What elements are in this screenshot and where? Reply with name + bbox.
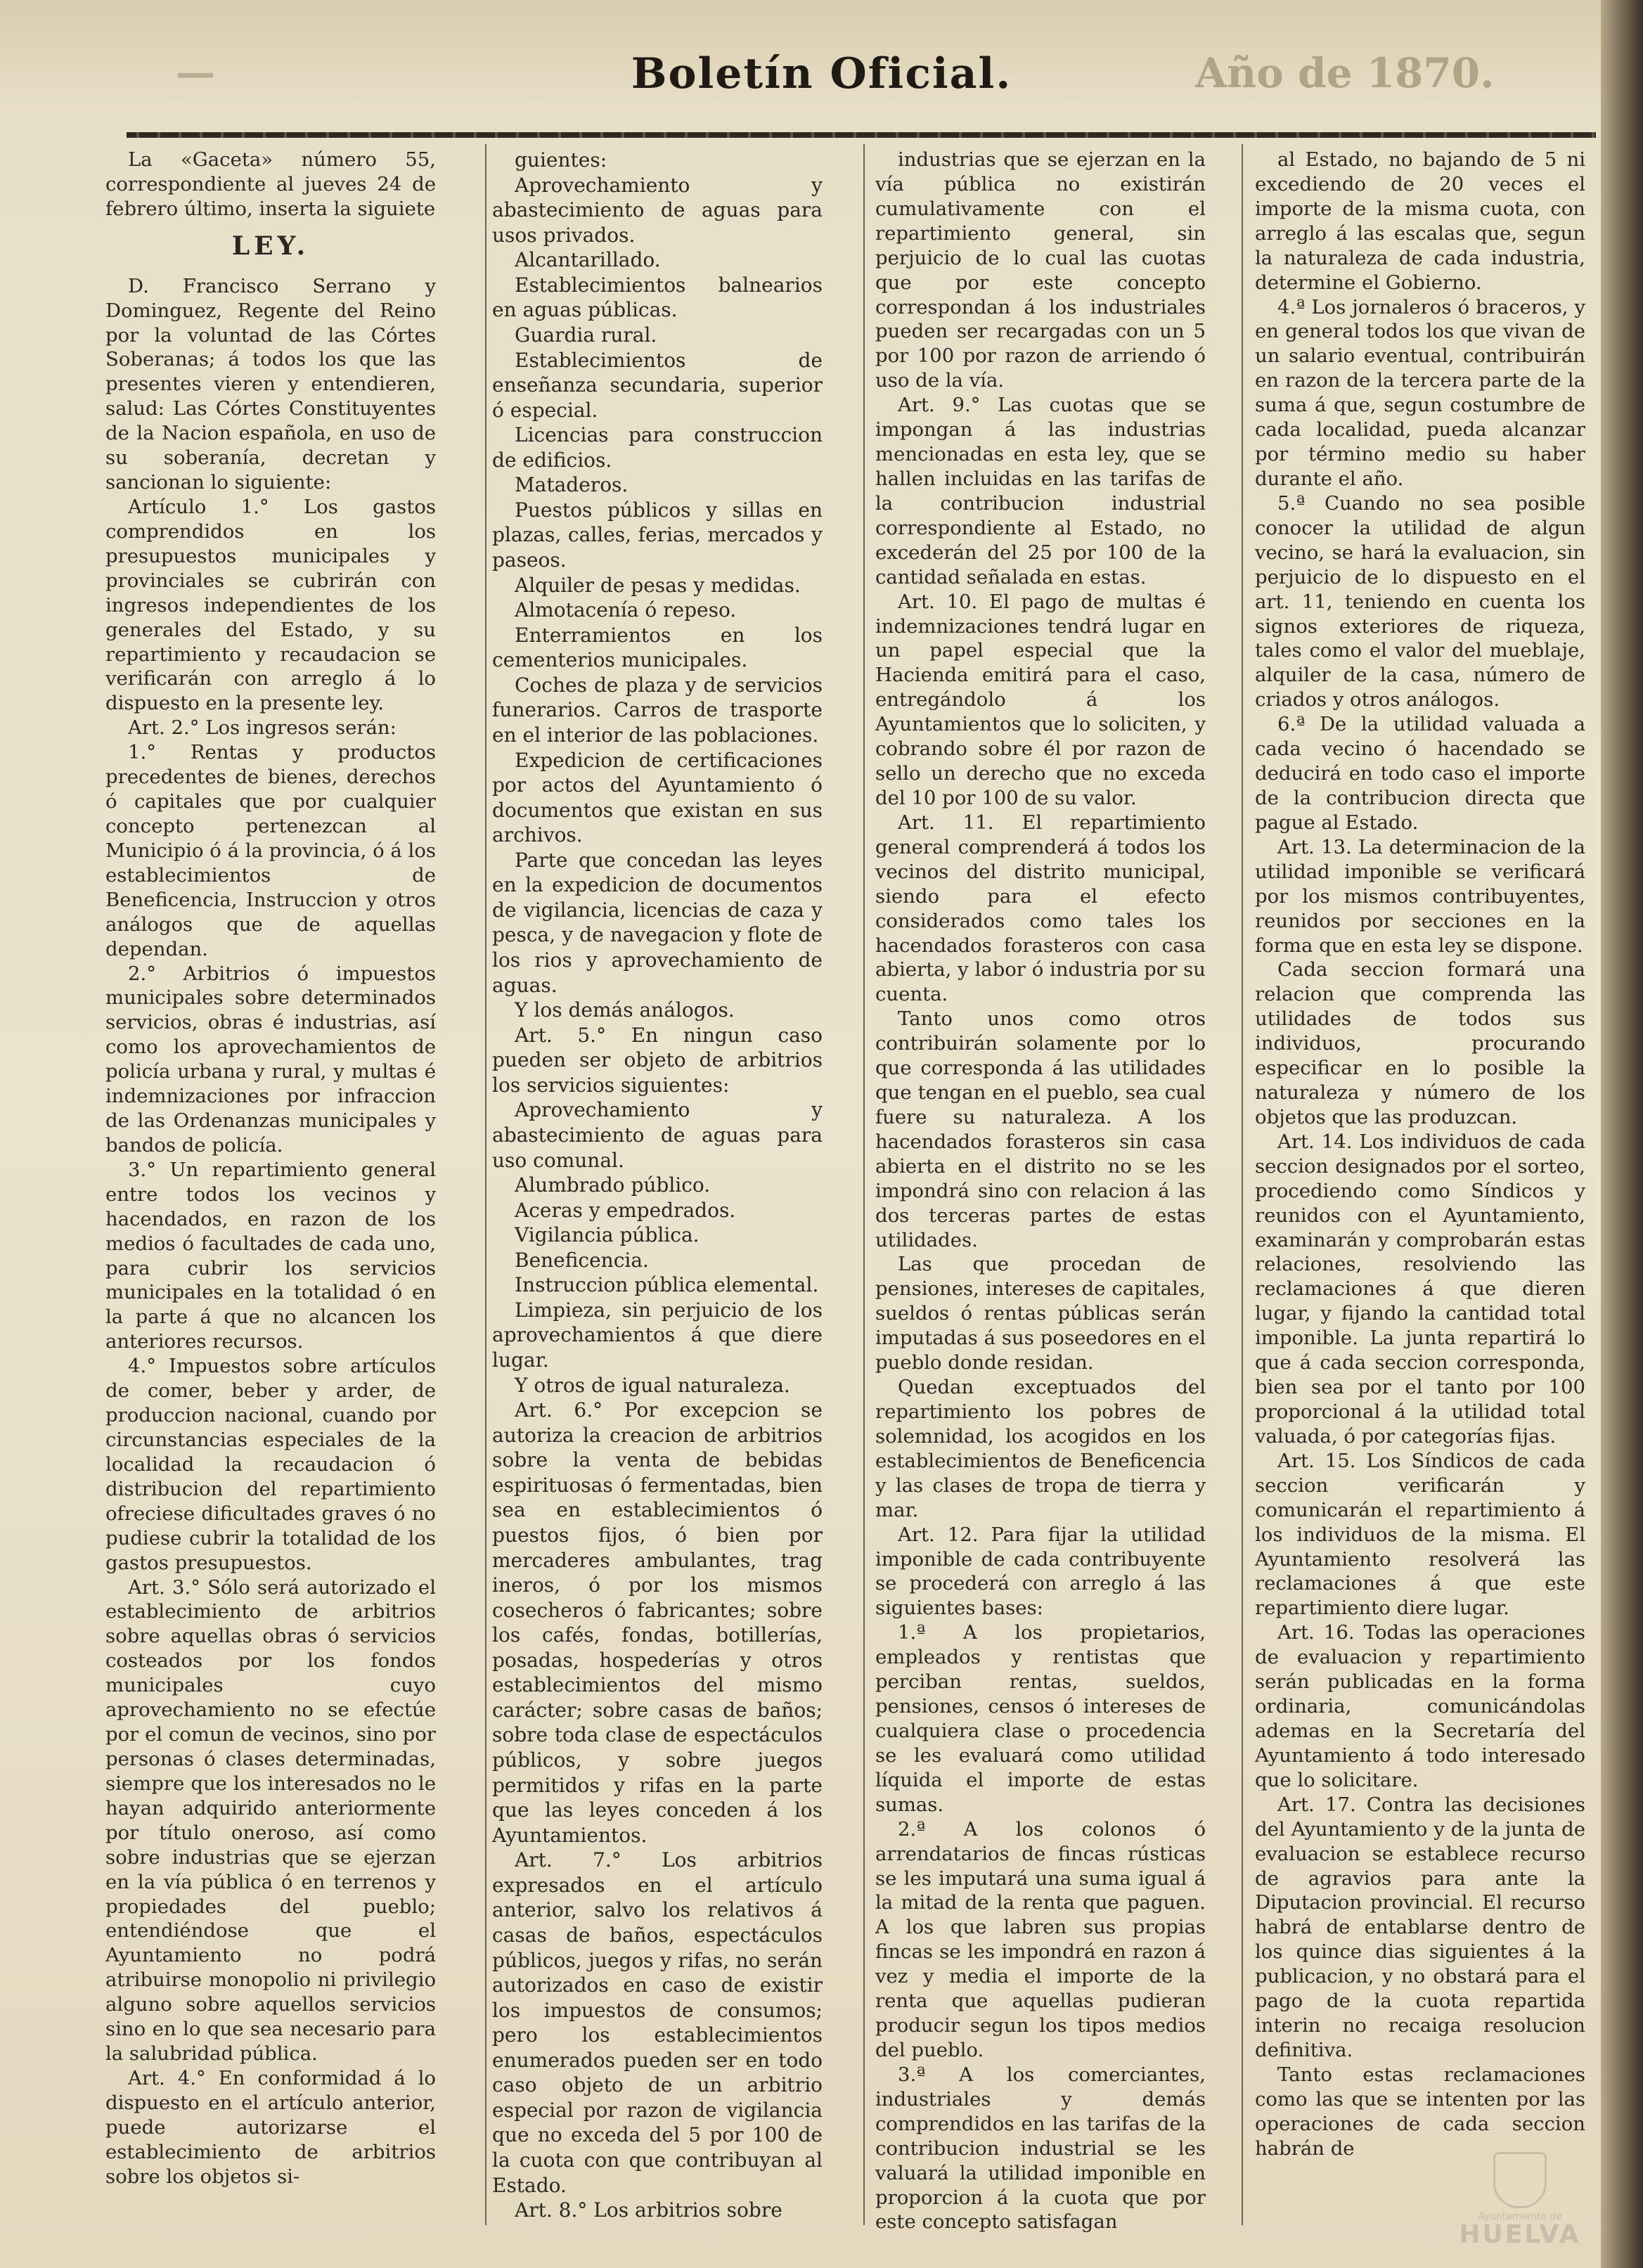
column-divider	[863, 144, 865, 2225]
paragraph: Art. 10. El pago de multas é indemnizaciones tendrá lugar en un papel especial que la Hacienda emitirá para el caso, entregándolo á los Ayuntamientos que lo soliciten, y cobrando sobre él por razon de sello un derecho que no exceda del 10 por 100 de su valor.	[875, 590, 1206, 809]
masthead-faded-left: —	[176, 49, 215, 96]
paragraph: Coches de plaza y de servicios funerarios. Carros de trasporte en el interior de las poblaciones.	[492, 673, 823, 747]
paragraph: Aceras y empedrados.	[515, 1198, 736, 1222]
watermark-line-2: HUELVA	[1459, 2220, 1581, 2249]
paragraph: Art. 17. Contra las decisiones del Ayuntamiento y de la junta de evaluacion se establece recurso de agravios para ante la Diputacion provincial. El recurso habrá de entablarse dentro de los quince dias siguientes á la publicacion, y no obstará para el pago de la cuota repartida interin no recaiga resolucion definitiva.	[1255, 1793, 1585, 2061]
paragraph: 3.° Un repartimiento general entre todos los vecinos y hacendados, en razon de los medios ó facultades de cada uno, para cubrir los servicios municipales en la totalidad ó en la parte á que no alcancen los anteriores recursos.	[105, 1158, 436, 1353]
column-divider	[485, 144, 487, 2225]
paragraph: Alcantarillado.	[515, 248, 661, 272]
column-1	[105, 148, 436, 2189]
paragraph: Y otros de igual naturaleza.	[515, 1373, 790, 1397]
paragraph: Art. 4.° En conformidad á lo dispuesto en el artículo anterior, puede autorizarse el establecimiento de arbitrios sobre los objetos si-	[105, 2066, 436, 2188]
paragraph: 4.ª Los jornaleros ó braceros, y en general todos los que vivan de un salario eventual, contribuirán en razon de la tercera parte de la suma á que, segun costumbre de cada localidad, pueda alcanzar por término medio su haber durante el año.	[1255, 295, 1585, 490]
paragraph: Art. 11. El repartimiento general comprenderá á todos los vecinos del distrito municipal, siendo para el efecto considerados como tales los hacendados forasteros con casa abierta, y labor ó industria por su cuenta.	[875, 811, 1206, 1006]
paragraph: Parte que concedan las leyes en la expedicion de documentos de vigilancia, licencias de caza y pesca, y de navegacion y flote de los rios y aprovechamiento de aguas.	[492, 848, 823, 997]
column-divider	[1242, 144, 1243, 2225]
paragraph: Establecimientos de enseñanza secundaria, superior ó especial.	[492, 348, 823, 422]
paragraph: 4.° Impuestos sobre artículos de comer, beber y arder, de produccion nacional, cuando por circunstancias especiales de la localidad la recaudacion ó distribucion del repartimiento ofreciese dificultades graves ó no pudiese cubrir la totalidad de los gastos presupuestos.	[105, 1355, 436, 1574]
paragraph: 1.° Rentas y productos precedentes de bienes, derechos ó capitales que por cualquier concepto pertenezcan al Municipio ó á la provincia, ó á los establecimientos de Beneficencia, Instruccion y otros análogos que de aquellas dependan.	[105, 741, 436, 960]
paragraph: 1.ª A los propietarios, empleados y rentistas que perciban rentas, sueldos, pensiones, censos ó intereses de cualquiera clase o procedencia se les evaluará como utilidad líquida el importe de estas sumas.	[875, 1621, 1206, 1816]
paragraph: Aprovechamiento y abastecimiento de aguas para uso comunal.	[492, 1098, 823, 1172]
column-2	[492, 148, 823, 2223]
paragraph: Art. 12. Para fijar la utilidad imponible de cada contribuyente se procederá con arreglo á las siguientes bases:	[875, 1523, 1206, 1620]
paragraph: Limpieza, sin perjuicio de los aprovechamientos á que diere lugar.	[492, 1298, 823, 1372]
paragraph: Artículo 1.° Los gastos comprendidos en los presupuestos municipales y provinciales se cubrirán con ingresos independientes de los generales del Estado, y su repartimiento y recaudacion se verificarán con arreglo á lo dispuesto en la presente ley.	[105, 495, 436, 715]
paragraph: Almotacenía ó repeso.	[515, 598, 737, 622]
paragraph: Enterramientos en los cementerios municipales.	[492, 623, 823, 672]
paragraph: D. Francisco Serrano y Dominguez, Regente del Reino por la voluntad de las Córtes Soberanas; á todos los que las presentes vieren y entendieren, salud: Las Córtes Constituyentes de la Nacion española, en uso de su soberanía, decretan y sancionan lo siguiente:	[105, 274, 436, 494]
column-4	[1255, 148, 1585, 2161]
paragraph: Expedicion de certificaciones por actos del Ayuntamiento ó documentos que existan en sus archivos.	[492, 748, 823, 847]
paragraph: Vigilancia pública.	[515, 1223, 700, 1247]
paragraph: Art. 15. Los Síndicos de cada seccion verificarán y comunicarán el repartimiento á los individuos de la misma. El Ayuntamiento resolverá las reclamaciones á que este repartimiento diere lugar.	[1255, 1449, 1585, 1620]
paragraph: Art. 14. Los individuos de cada seccion designados por el sorteo, procediendo como Síndicos y reunidos con el Ayuntamiento, examinarán y comprobarán estas relaciones, resolviendo las reclamaciones á que dieren lugar, y fijando la cantidad total imponible. La junta repartirá lo que á cada seccion corresponda, bien sea por el tanto por 100 proporcional á la utilidad total valuada, ó por categorías fijas.	[1255, 1130, 1585, 1448]
paragraph: Art. 13. La determinacion de la utilidad imponible se verificará por los mismos contribuyentes, reunidos por secciones en la forma que en esta ley se dispone.	[1255, 835, 1585, 957]
paragraph: 2.ª A los colonos ó arrendatarios de fincas rústicas se les imputará una suma igual á la mitad de la renta que paguen. A los que labren sus propias fincas se les impondrá en razon á vez y media el importe de la renta que aquellas pudieran producir segun los tipos medios del pueblo.	[875, 1817, 1206, 2061]
paragraph: Quedan exceptuados del repartimiento los pobres de solemnidad, los acogidos en los establecimientos de Beneficencia y las clases de tropa de tierra y mar.	[875, 1376, 1206, 1521]
paragraph: 2.° Arbitrios ó impuestos municipales sobre determinados servicios, obras é industrias, así como los aprovechamientos de policía urbana y rural, y multas é indemnizaciones por infraccion de las Ordenanzas municipales y bandos de policía.	[105, 962, 436, 1156]
paragraph: Las que procedan de pensiones, intereses de capitales, sueldos ó rentas públicas serán imputadas á sus poseedores en el pueblo donde residan.	[875, 1253, 1206, 1374]
paragraph: Art. 16. Todas las operaciones de evaluacion y repartimiento serán publicadas en la forma ordinaria, comunicándolas ademas en la Secretaría del Ayuntamiento á todo interesado que lo solicitare.	[1255, 1621, 1585, 1791]
paragraph: Y los demás análogos.	[515, 998, 735, 1022]
paragraph: Art. 8.° Los arbitrios sobre	[515, 2198, 782, 2222]
paragraph: Puestos públicos y sillas en plazas, calles, ferias, mercados y paseos.	[492, 498, 823, 572]
paragraph: Art. 2.° Los ingresos serán:	[128, 716, 397, 740]
masthead-year: Año de 1870.	[1195, 49, 1495, 97]
paragraph: Cada seccion formará una relacion que comprenda las utilidades de todos sus individuos, procurando especificar en lo posible la naturaleza y número de los objetos que las produzcan.	[1255, 958, 1585, 1128]
paragraph: Art. 7.° Los arbitrios expresados en el artículo anterior, salvo los relativos á casas de baños, espectáculos públicos, juegos y rifas, no serán autorizados en caso de existir los impuestos de consumos; pero los establecimientos enumerados pueden ser en todo caso objeto de un arbitrio especial por razon de vigilancia que no exceda del 5 por 100 de la cuota con que contribuyan al Estado.	[492, 1848, 823, 2197]
paragraph: Guardia rural.	[515, 323, 657, 347]
paragraph: Art. 3.° Sólo será autorizado el establecimiento de arbitrios sobre aquellas obras ó servicios costeados por los fondos municipales cuyo aprovechamiento no se efectúe por el comun de vecinos, sino por personas ó clases determinadas, siempre que los interesados no le hayan adquirido anteriormente por título oneroso, así como sobre industrias que se ejerzan en la vía pública ó en terrenos y propiedades del pueblo; entendiéndose que el Ayuntamiento no podrá atribuirse monopolio ni privilegio alguno sobre aquellos servicios sino en lo que sea necesario para la salubridad pública.	[105, 1576, 436, 2066]
binding-edge	[1601, 0, 1643, 2268]
header-rule	[127, 132, 1596, 138]
paragraph: 3.ª A los comerciantes, industriales y demás comprendidos en las tarifas de la contribucion industrial se les valuará la utilidad imponible en proporcion á la cuota que por este concepto satisfagan	[875, 2063, 1206, 2234]
paragraph: Establecimientos balnearios en aguas públicas.	[492, 273, 823, 322]
paragraph: Art. 9.° Las cuotas que se impongan á las industrias mencionadas en esta ley, que se hallen incluidas en las tarifas de la contribucion industrial correspondiente al Estado, no excederán del 25 por 100 de la cantidad señalada en estas.	[875, 394, 1206, 588]
masthead-title: Boletín Oficial.	[631, 49, 1012, 98]
archive-watermark	[1450, 2152, 1590, 2250]
paragraph: Beneficencia.	[515, 1248, 649, 1272]
watermark-line-1: Ayuntamiento de	[1478, 2211, 1562, 2222]
law-heading: LEY.	[231, 231, 310, 261]
column-3	[875, 148, 1206, 2234]
paragraph: 5.ª Cuando no sea posible conocer la utilidad de algun vecino, se hará la evaluacion, sin perjuicio de lo dispuesto en el art. 11, teniendo en cuenta los signos exteriores de riqueza, tales como el valor del mueblaje, alquiler de la casa, número de criados y otros análogos.	[1255, 491, 1585, 711]
paragraph: industrias que se ejerzan en la vía pública no existirán cumulativamente con el repartimiento general, sin perjuicio de lo cual las cuotas que por este concepto correspondan á los industriales pueden ser recargadas con un 5 por 100 por razon de arriendo ó uso de la vía.	[875, 148, 1206, 392]
paragraph: Instruccion pública elemental.	[515, 1273, 819, 1297]
paragraph: Aprovechamiento y abastecimiento de aguas para usos privados.	[492, 173, 823, 247]
paragraph: Art. 5.° En ningun caso pueden ser objeto de arbitrios los servicios siguientes:	[492, 1023, 823, 1097]
paragraph: Tanto unos como otros contribuirán solamente por lo que corresponda á las utilidades que tengan en el pueblo, sea cual fuere su naturaleza. A los hacendados forasteros sin casa abierta en el distrito no se les impondrá sino con relacion á las dos terceras partes de estas utilidades.	[875, 1007, 1206, 1251]
paragraph: 6.ª De la utilidad valuada a cada vecino ó hacendado se deducirá en todo caso el importe de la contribucion directa que pague al Estado.	[1255, 713, 1585, 834]
paragraph: Tanto estas reclamaciones como las que se intenten por las operaciones de cada seccion habrán de	[1255, 2063, 1585, 2160]
paragraph: Art. 6.° Por excepcion se autoriza la creacion de arbitrios sobre la venta de bebidas espirituosas ó fermentadas, bien sea en establecimientos ó puestos fijos, ó bien por mercaderes ambulantes, trag ineros, ó por los mismos cosecheros ó fabricantes; sobre los cafés, fondas, botillerías, posadas, hospederías y otros establecimientos del mismo carácter; sobre casas de baños; sobre toda clase de espectáculos públicos, y sobre juegos permitidos y rifas en la parte que las leyes conceden á los Ayuntamientos.	[492, 1398, 823, 1847]
paragraph: Licencias para construccion de edificios.	[492, 423, 823, 472]
paragraph: Alumbrado público.	[515, 1173, 711, 1197]
paragraph: al Estado, no bajando de 5 ni excediendo de 20 veces el importe de la misma cuota, con arreglo á las escalas que, segun la naturaleza de cada industria, determine el Gobierno.	[1255, 148, 1585, 294]
coat-of-arms-icon	[1493, 2152, 1547, 2208]
intro-paragraph: La «Gaceta» número 55, correspondiente al jueves 24 de febrero último, inserta la siguiete	[105, 148, 436, 220]
paragraph: Mataderos.	[515, 473, 629, 497]
paragraph: guientes:	[515, 148, 607, 172]
paragraph: Alquiler de pesas y medidas.	[515, 573, 801, 597]
